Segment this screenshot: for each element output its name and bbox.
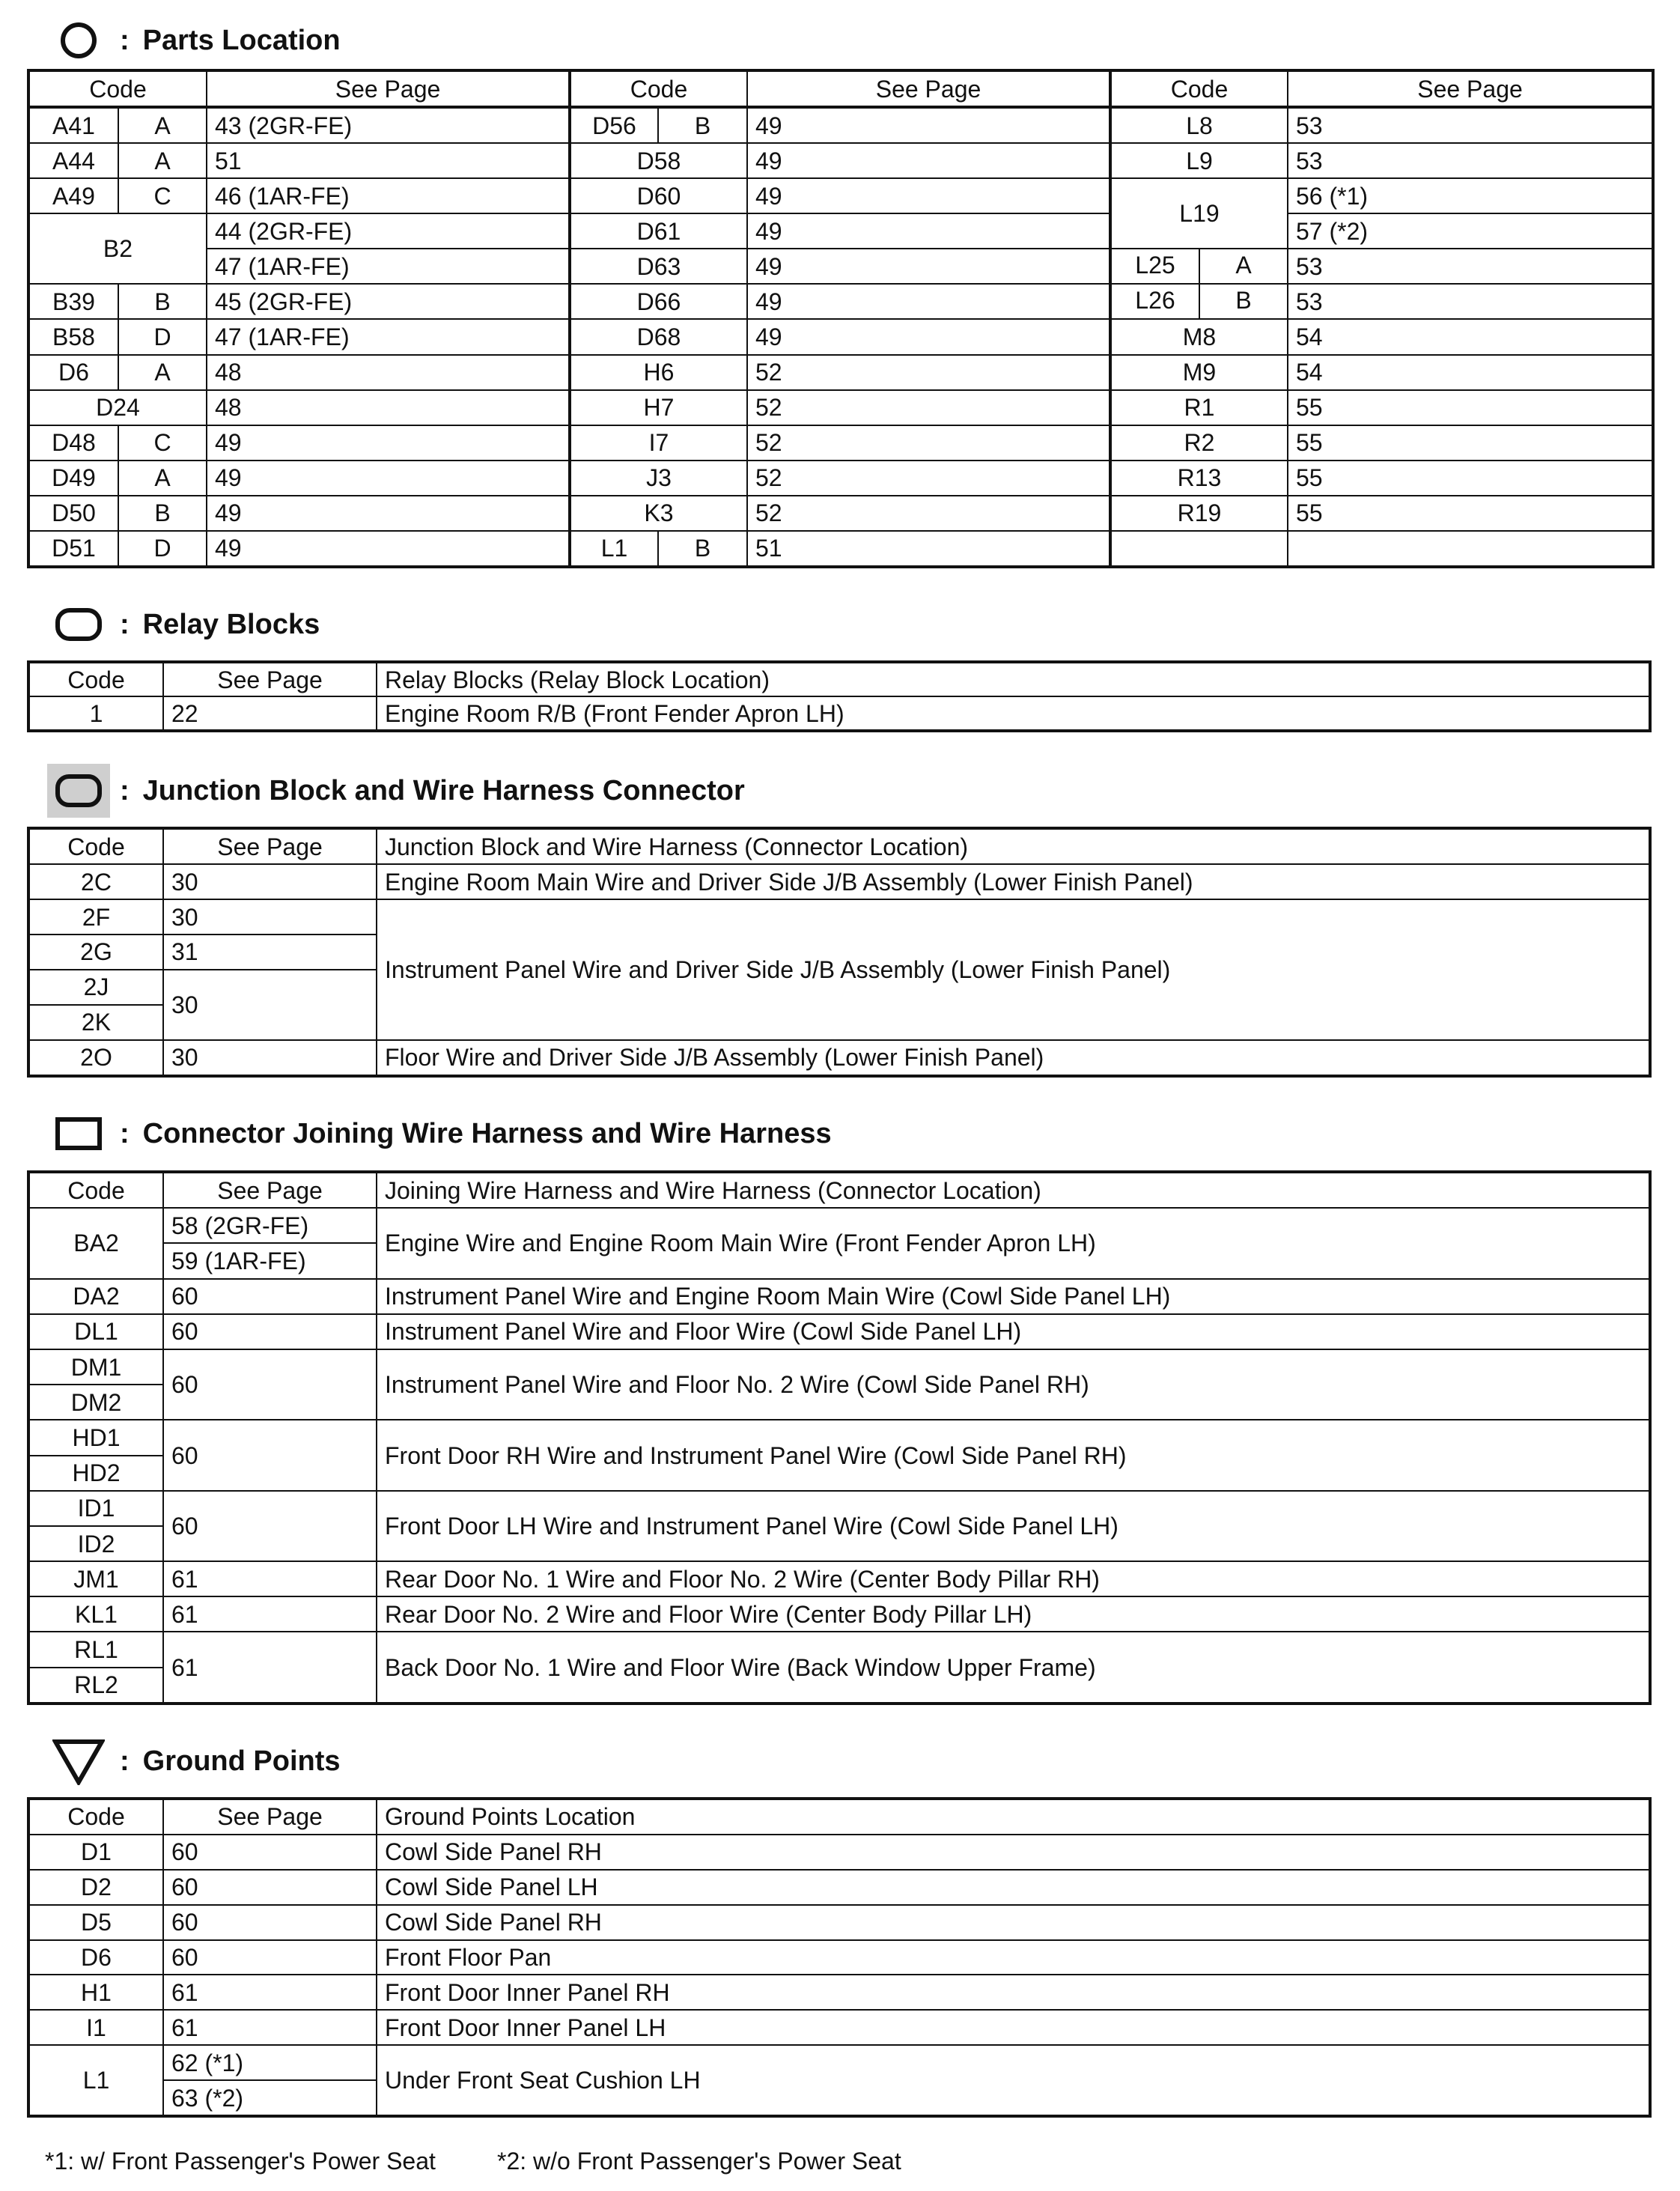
header-description: Ground Points Location <box>377 1799 1650 1835</box>
cell-code: D6 <box>28 1940 163 1975</box>
cell-page: 62 (*1) <box>163 2045 377 2080</box>
cell-page: 30 <box>163 970 377 1040</box>
header-code: Code <box>28 1172 163 1208</box>
cell-page: 59 (1AR-FE) <box>163 1243 377 1278</box>
cell-description: Instrument Panel Wire and Engine Room Main Wire (Cowl Side Panel LH) <box>377 1279 1650 1314</box>
cell-code: M8 <box>1110 319 1288 354</box>
cell-code: H1 <box>28 1975 163 2010</box>
cell-sub: D <box>118 319 207 354</box>
heading-colon: : <box>120 1745 130 1777</box>
table-row <box>28 1835 1650 1870</box>
cell-code: M9 <box>1110 355 1288 390</box>
cell-page: 52 <box>747 355 1110 390</box>
cell-sub: D <box>118 531 207 567</box>
cell-description: Rear Door No. 1 Wire and Floor No. 2 Wire (Center Body Pillar RH) <box>377 1561 1650 1596</box>
cell-page: 49 <box>747 213 1110 249</box>
header-description: Relay Blocks (Relay Block Location) <box>377 662 1650 696</box>
cell-description: Floor Wire and Driver Side J/B Assembly (Lower Finish Panel) <box>377 1040 1650 1076</box>
cell-code: D66 <box>570 284 747 319</box>
cell-sub: A <box>118 461 207 496</box>
inverted-triangle-icon <box>45 1734 112 1788</box>
cell-page: 61 <box>163 1632 377 1704</box>
shaded-rounded-rectangle-icon <box>45 764 112 818</box>
cell-code: ID1 <box>28 1491 163 1526</box>
cell-page: 55 <box>1288 390 1653 425</box>
section-title: Junction Block and Wire Harness Connector <box>142 774 745 806</box>
table-row <box>28 1491 1650 1526</box>
table-row <box>28 696 1650 731</box>
cell-page: 49 <box>207 496 570 531</box>
cell-page: 52 <box>747 461 1110 496</box>
cell-code-split <box>1110 249 1288 284</box>
rectangle-icon <box>45 1107 112 1161</box>
cell-page: 31 <box>163 935 377 970</box>
cell-page: 55 <box>1288 425 1653 461</box>
heading-colon: : <box>120 608 130 640</box>
ground-points-table <box>27 1797 1652 2118</box>
cell-sub: C <box>118 425 207 461</box>
cell-code: R19 <box>1110 496 1288 531</box>
header-see-page: See Page <box>1288 70 1653 107</box>
table-row <box>28 864 1650 899</box>
rounded-rectangle-icon <box>45 598 112 651</box>
junction-block-table <box>27 827 1652 1078</box>
section-title: Relay Blocks <box>142 608 320 640</box>
cell-page: 55 <box>1288 496 1653 531</box>
table-row <box>28 899 1650 935</box>
connector-joining-table <box>27 1170 1652 1705</box>
header-code: Code <box>570 70 747 107</box>
cell-code-split <box>1110 284 1288 319</box>
cell-code: DL1 <box>28 1314 163 1349</box>
cell-code: H7 <box>570 390 747 425</box>
cell-code: L9 <box>1110 143 1288 178</box>
table-header-row <box>28 70 1653 107</box>
cell-page: 47 (1AR-FE) <box>207 319 570 354</box>
cell-code: DM2 <box>28 1385 163 1420</box>
footnote-1: *1: w/ Front Passenger's Power Seat <box>45 2148 436 2175</box>
header-code: Code <box>1110 70 1288 107</box>
table-row <box>28 1940 1650 1975</box>
table-row <box>28 213 1653 249</box>
cell-description: Engine Room Main Wire and Driver Side J/B Assembly (Lower Finish Panel) <box>377 864 1650 899</box>
connector-joining-heading <box>45 1107 832 1161</box>
cell-page: 49 <box>207 461 570 496</box>
cell-description: Front Door RH Wire and Instrument Panel Wire (Cowl Side Panel RH) <box>377 1420 1650 1490</box>
cell-page: 60 <box>163 1835 377 1870</box>
cell-page: 51 <box>207 143 570 178</box>
cell-page: 61 <box>163 1975 377 2010</box>
cell-description: Under Front Seat Cushion LH <box>377 2045 1650 2116</box>
cell-code: H6 <box>570 355 747 390</box>
cell-page: 52 <box>747 496 1110 531</box>
cell-code: D49 <box>28 461 118 496</box>
header-code: Code <box>28 828 163 864</box>
cell-page: 60 <box>163 1349 377 1420</box>
cell-code: RL2 <box>28 1668 163 1704</box>
cell-code: L1 <box>570 531 658 567</box>
cell-page: 61 <box>163 1561 377 1596</box>
cell-page: 61 <box>163 1596 377 1632</box>
cell-code: I1 <box>28 2010 163 2045</box>
cell-code: A41 <box>28 107 118 143</box>
cell-code: D63 <box>570 249 747 284</box>
table-row <box>28 284 1653 319</box>
cell-sub: A <box>118 355 207 390</box>
cell-code: K3 <box>570 496 747 531</box>
table-row <box>28 143 1653 178</box>
cell-page: 49 <box>747 143 1110 178</box>
cell-code: ID2 <box>28 1526 163 1561</box>
table-row <box>28 531 1653 567</box>
table-row <box>28 249 1653 284</box>
table-row <box>28 2010 1650 2045</box>
relay-blocks-heading <box>45 598 320 651</box>
cell-description: Engine Wire and Engine Room Main Wire (Front Fender Apron LH) <box>377 1208 1650 1278</box>
cell-page: 60 <box>163 1491 377 1561</box>
cell-page: 30 <box>163 864 377 899</box>
cell-page: 58 (2GR-FE) <box>163 1208 377 1243</box>
cell-page: 60 <box>163 1279 377 1314</box>
table-row <box>28 1279 1650 1314</box>
header-see-page: See Page <box>207 70 570 107</box>
cell-code: RL1 <box>28 1632 163 1667</box>
cell-page: 49 <box>207 531 570 567</box>
table-row <box>28 1420 1650 1455</box>
table-header-row <box>28 1172 1650 1208</box>
cell-page: 30 <box>163 899 377 935</box>
cell-description: Cowl Side Panel RH <box>377 1905 1650 1940</box>
cell-page: 30 <box>163 1040 377 1076</box>
footnote-2: *2: w/o Front Passenger's Power Seat <box>497 2148 901 2175</box>
cell-description: Instrument Panel Wire and Floor No. 2 Wire (Cowl Side Panel RH) <box>377 1349 1650 1420</box>
cell-description: Front Door Inner Panel LH <box>377 2010 1650 2045</box>
cell-description: Engine Room R/B (Front Fender Apron LH) <box>377 696 1650 731</box>
cell-code: D61 <box>570 213 747 249</box>
cell-page: 53 <box>1288 284 1653 319</box>
cell-code: D6 <box>28 355 118 390</box>
cell-code: L8 <box>1110 107 1288 143</box>
cell-sub: B <box>118 284 207 319</box>
cell-code: B39 <box>28 284 118 319</box>
heading-colon: : <box>120 774 130 806</box>
header-see-page: See Page <box>163 662 377 696</box>
section-title: Ground Points <box>142 1745 341 1777</box>
cell-sub: A <box>118 107 207 143</box>
cell-sub: C <box>118 178 207 213</box>
table-row <box>28 1632 1650 1667</box>
cell-page: 49 <box>747 284 1110 319</box>
header-code: Code <box>28 662 163 696</box>
cell-code: DM1 <box>28 1349 163 1385</box>
cell-page: 47 (1AR-FE) <box>207 249 570 284</box>
cell-description: Back Door No. 1 Wire and Floor Wire (Back Window Upper Frame) <box>377 1632 1650 1704</box>
cell-code: D58 <box>570 143 747 178</box>
table-row <box>28 1975 1650 2010</box>
cell-page: 60 <box>163 1940 377 1975</box>
cell-code: R1 <box>1110 390 1288 425</box>
cell-page: 52 <box>747 390 1110 425</box>
table-header-row <box>28 1799 1650 1835</box>
cell-page: 49 <box>747 319 1110 354</box>
table-row <box>28 425 1653 461</box>
cell-code: 2G <box>28 935 163 970</box>
heading-colon: : <box>120 1117 130 1149</box>
table-row <box>28 390 1653 425</box>
cell-code: 2O <box>28 1040 163 1076</box>
header-see-page: See Page <box>163 1799 377 1835</box>
cell-page: 48 <box>207 390 570 425</box>
header-see-page: See Page <box>747 70 1110 107</box>
cell-code: B58 <box>28 319 118 354</box>
cell-code: J3 <box>570 461 747 496</box>
cell-description: Cowl Side Panel RH <box>377 1835 1650 1870</box>
cell-code: I7 <box>570 425 747 461</box>
table-row <box>28 1314 1650 1349</box>
cell-code: HD1 <box>28 1420 163 1455</box>
cell-code-empty <box>1110 531 1288 567</box>
cell-page: 49 <box>747 249 1110 284</box>
relay-blocks-table <box>27 660 1652 732</box>
cell-page: 22 <box>163 696 377 731</box>
cell-code: R2 <box>1110 425 1288 461</box>
cell-code: 2J <box>28 970 163 1005</box>
cell-code: HD2 <box>28 1456 163 1491</box>
cell-page: 49 <box>747 107 1110 143</box>
cell-sub: B <box>1235 287 1252 314</box>
cell-description: Rear Door No. 2 Wire and Floor Wire (Center Body Pillar LH) <box>377 1596 1650 1632</box>
cell-description: Instrument Panel Wire and Driver Side J/B Assembly (Lower Finish Panel) <box>377 899 1650 1040</box>
table-header-row <box>28 828 1650 864</box>
cell-code: 1 <box>28 696 163 731</box>
table-row <box>28 1208 1650 1243</box>
cell-code: D68 <box>570 319 747 354</box>
cell-page: 52 <box>747 425 1110 461</box>
cell-page: 48 <box>207 355 570 390</box>
header-see-page: See Page <box>163 1172 377 1208</box>
cell-page: 49 <box>747 178 1110 213</box>
table-row <box>28 1349 1650 1385</box>
cell-code: D60 <box>570 178 747 213</box>
cell-page: 56 (*1) <box>1288 178 1653 213</box>
cell-sub: A <box>118 143 207 178</box>
cell-code: R13 <box>1110 461 1288 496</box>
table-row <box>28 1905 1650 1940</box>
cell-page: 54 <box>1288 319 1653 354</box>
cell-code: L1 <box>28 2045 163 2116</box>
header-description: Joining Wire Harness and Wire Harness (Connector Location) <box>377 1172 1650 1208</box>
cell-code: L25 <box>1112 249 1200 283</box>
cell-page: 60 <box>163 1314 377 1349</box>
table-header-row <box>28 662 1650 696</box>
table-row <box>28 2045 1650 2080</box>
ground-points-heading <box>45 1734 341 1788</box>
cell-page: 55 <box>1288 461 1653 496</box>
table-row <box>28 496 1653 531</box>
cell-page: 51 <box>747 531 1110 567</box>
cell-code: KL1 <box>28 1596 163 1632</box>
header-description: Junction Block and Wire Harness (Connector Location) <box>377 828 1650 864</box>
cell-page: 43 (2GR-FE) <box>207 107 570 143</box>
cell-page: 61 <box>163 2010 377 2045</box>
cell-code: D1 <box>28 1835 163 1870</box>
cell-code: D56 <box>570 107 658 143</box>
cell-page: 46 (1AR-FE) <box>207 178 570 213</box>
cell-code: D50 <box>28 496 118 531</box>
section-title: Connector Joining Wire Harness and Wire Harness <box>142 1117 832 1149</box>
cell-code: JM1 <box>28 1561 163 1596</box>
cell-page: 45 (2GR-FE) <box>207 284 570 319</box>
table-row <box>28 319 1653 354</box>
circle-icon <box>45 13 112 67</box>
cell-code: D2 <box>28 1870 163 1905</box>
table-row <box>28 355 1653 390</box>
cell-code: D48 <box>28 425 118 461</box>
cell-description: Front Floor Pan <box>377 1940 1650 1975</box>
header-code: Code <box>28 1799 163 1835</box>
table-row <box>28 107 1653 143</box>
junction-block-heading <box>45 764 745 818</box>
section-title: Parts Location <box>142 24 341 56</box>
cell-code: DA2 <box>28 1279 163 1314</box>
cell-code: A49 <box>28 178 118 213</box>
cell-code: L26 <box>1112 285 1200 318</box>
cell-page: 60 <box>163 1420 377 1490</box>
cell-page: 63 (*2) <box>163 2080 377 2116</box>
cell-description: Front Door Inner Panel RH <box>377 1975 1650 2010</box>
cell-code: B2 <box>28 213 207 284</box>
cell-page: 60 <box>163 1870 377 1905</box>
cell-page: 53 <box>1288 107 1653 143</box>
table-row <box>28 461 1653 496</box>
cell-code: 2K <box>28 1005 163 1040</box>
cell-description: Instrument Panel Wire and Floor Wire (Cowl Side Panel LH) <box>377 1314 1650 1349</box>
cell-code: 2F <box>28 899 163 935</box>
cell-page: 54 <box>1288 355 1653 390</box>
cell-description: Front Door LH Wire and Instrument Panel Wire (Cowl Side Panel LH) <box>377 1491 1650 1561</box>
cell-description: Cowl Side Panel LH <box>377 1870 1650 1905</box>
cell-code: BA2 <box>28 1208 163 1278</box>
cell-page: 53 <box>1288 249 1653 284</box>
cell-code: A44 <box>28 143 118 178</box>
cell-sub: B <box>118 496 207 531</box>
cell-code: 2C <box>28 864 163 899</box>
cell-page: 57 (*2) <box>1288 213 1653 249</box>
cell-page: 49 <box>207 425 570 461</box>
cell-page: 60 <box>163 1905 377 1940</box>
table-row <box>28 178 1653 213</box>
heading-colon: : <box>120 24 130 56</box>
cell-sub: A <box>1235 252 1252 279</box>
table-row <box>28 1040 1650 1076</box>
parts-location-table <box>27 69 1655 568</box>
cell-code: D24 <box>28 390 207 425</box>
cell-code: L19 <box>1110 178 1288 249</box>
cell-sub: B <box>658 531 747 567</box>
table-row <box>28 1596 1650 1632</box>
parts-location-heading <box>45 13 341 67</box>
header-code: Code <box>28 70 207 107</box>
table-row <box>28 1561 1650 1596</box>
cell-page: 53 <box>1288 143 1653 178</box>
cell-code: D5 <box>28 1905 163 1940</box>
cell-code: D51 <box>28 531 118 567</box>
cell-sub: B <box>658 107 747 143</box>
header-see-page: See Page <box>163 828 377 864</box>
table-row <box>28 1870 1650 1905</box>
cell-page-empty <box>1288 531 1653 567</box>
cell-page: 44 (2GR-FE) <box>207 213 570 249</box>
